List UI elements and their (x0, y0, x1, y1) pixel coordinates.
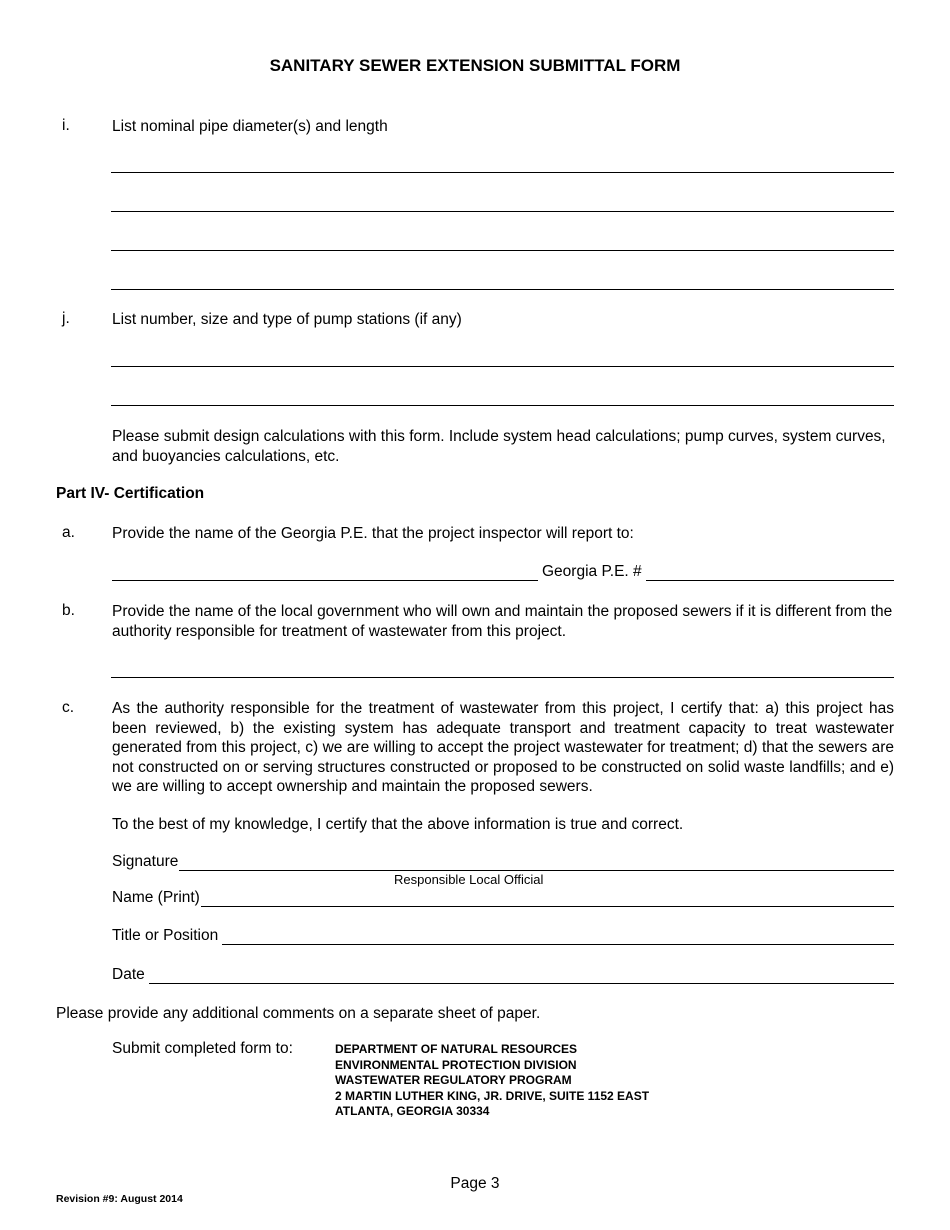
address-line: ATLANTA, GEORGIA 30334 (335, 1104, 490, 1118)
title-label: Title or Position (112, 927, 219, 944)
pipe-diameter-line-3[interactable] (111, 250, 894, 251)
item-i-marker: i. (62, 117, 70, 134)
item-c-text: As the authority responsible for the treatment of wastewater from this project, I certify that: a) this project has been reviewed, b) the existing system has adequate transport and treatment capacity to treat wastewater generated from this project, c) we are willing to accept the project wastewater for treatment; d) that the sewers are not constructed on or serving structures constructed or proposed to be constructed on solid waste landfills; and e) we are willing to accept ownership and maintain the proposed sewers. (112, 700, 894, 795)
georgia-pe-number-label: Georgia P.E. # (542, 563, 642, 580)
address-line: 2 MARTIN LUTHER KING, JR. DRIVE, SUITE 1152 EAST (335, 1088, 650, 1103)
form-title: SANITARY SEWER EXTENSION SUBMITTAL FORM (269, 56, 681, 75)
georgia-pe-row (112, 563, 894, 581)
date-label: Date (112, 966, 145, 983)
part-iv-heading: Part IV- Certification (56, 485, 205, 502)
signature-field[interactable] (179, 855, 894, 871)
title-row (112, 927, 894, 945)
item-i-label: List nominal pipe diameter(s) and length (112, 118, 388, 135)
pipe-diameter-line-1[interactable] (111, 172, 894, 173)
address-line: WASTEWATER REGULATORY PROGRAM (335, 1073, 572, 1087)
revision-label: Revision #9: August 2014 (56, 1193, 183, 1205)
item-a-marker: a. (62, 524, 75, 541)
local-government-line[interactable] (111, 677, 894, 678)
address-line: DEPARTMENT OF NATURAL RESOURCES (335, 1042, 578, 1056)
signature-row (112, 853, 894, 871)
title-field[interactable] (222, 929, 894, 945)
georgia-pe-name-field[interactable] (112, 565, 538, 581)
pump-station-line-1[interactable] (111, 366, 894, 367)
item-a-text: Provide the name of the Georgia P.E. that the project inspector will report to: (112, 525, 634, 542)
pipe-diameter-line-4[interactable] (111, 289, 894, 290)
address-line: ENVIRONMENTAL PROTECTION DIVISION (335, 1057, 577, 1072)
name-label: Name (Print) (112, 889, 200, 906)
item-j-marker: j. (62, 310, 70, 327)
date-field[interactable] (149, 968, 894, 984)
submit-label: Submit completed form to: (112, 1040, 293, 1057)
signature-label: Signature (112, 853, 179, 870)
name-row (112, 889, 894, 907)
design-calculations-note: Please submit design calculations with this form. Include system head calculations; pump curves, system curves, and buoyancies calculations, etc. (112, 428, 886, 465)
signature-sublabel: Responsible Local Official (394, 872, 544, 887)
georgia-pe-number-field[interactable] (646, 565, 894, 581)
item-j-label: List number, size and type of pump stations (if any) (112, 311, 462, 328)
page-number: Page 3 (450, 1175, 500, 1192)
submit-address (335, 1042, 649, 1120)
item-b-marker: b. (62, 602, 75, 619)
comments-note: Please provide any additional comments on a separate sheet of paper. (56, 1005, 541, 1022)
knowledge-statement: To the best of my knowledge, I certify that the above information is true and correct. (112, 816, 684, 833)
pump-station-line-2[interactable] (111, 405, 894, 406)
name-field[interactable] (201, 891, 894, 907)
date-row (112, 966, 894, 984)
item-c-marker: c. (62, 699, 75, 716)
item-b-text: Provide the name of the local government who will own and maintain the proposed sewers if it is different from the authority responsible for treatment of wastewater from this project. (112, 603, 893, 640)
pipe-diameter-line-2[interactable] (111, 211, 894, 212)
